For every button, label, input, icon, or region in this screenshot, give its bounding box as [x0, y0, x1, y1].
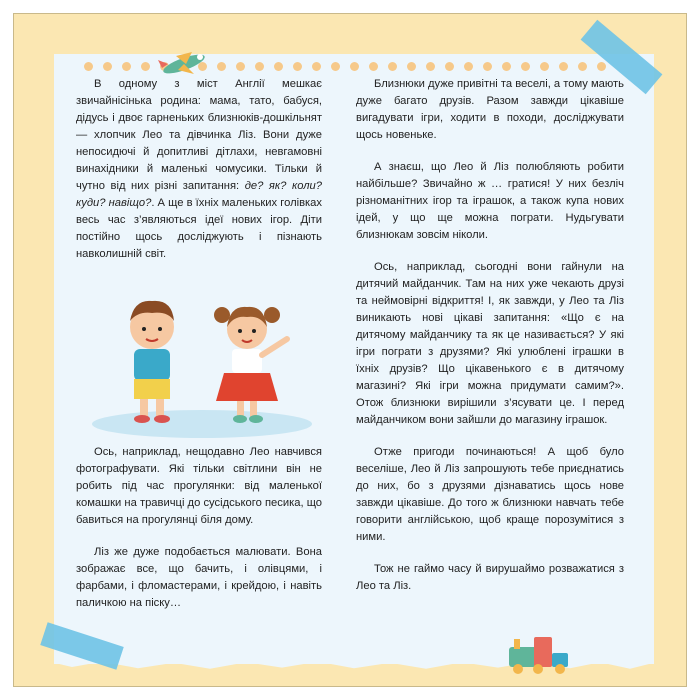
left-paragraph-3: Ліз же дуже подобається малювати. Вона зображає все, що бачить, і олівцями, і фарбами, і фломастерами, і крейдою, і навіть паличкою на піску…: [76, 546, 322, 609]
right-column: [356, 76, 624, 610]
binder-hole: [407, 62, 416, 71]
right-paragraph-1: Близнюки дуже привітні та веселі, а тому мають дуже багато друзів. Разом завжди цікавіше вигадувати ігри, ходити в походи, досліджувати щось новеньке.: [356, 78, 624, 141]
twins-illustration: [82, 289, 322, 439]
binder-hole: [122, 62, 131, 71]
binder-hole: [103, 62, 112, 71]
toy-train-icon: [504, 629, 574, 679]
right-paragraph-4: Отже пригоди починаються! А щоб було веселіше, Лео й Ліз запрошують тебе приєднатись до них, бо з друзями дізнаватись щось нове завжди цікавіше. До того ж близнюки навчать тебе говорити англійською, щоб краще порозумітися з ними.: [356, 446, 624, 543]
text-span: . А ще в їхніх маленьких голівках весь час з’являються ідеї нових ігор. Діти постійно щось досліджують і пізнають навколишній світ.: [76, 197, 323, 260]
binder-hole: [141, 62, 150, 71]
binder-hole: [483, 62, 492, 71]
right-paragraph-5: Тож не гаймо часу й вирушаймо розважатися з Лео та Ліз.: [356, 563, 624, 592]
binder-hole: [578, 62, 587, 71]
right-paragraph-3: Ось, наприклад, сьогодні вони гайнули на дитячий майданчик. Там на них уже чекають друзі та неймовірні відкриття! І, як завжди, у Лео та Ліз виникають нові цікаві запитання: «Що є на дитячому майданчику та як це називається? У які ігри пограти з друзями? Які улюблені іграшки в їхніх друзів? Що цікавенького є в дитячому магазині? Які ігри можна придумати самим?». Отож близнюки вирішили з’ясувати це. І перед майданчиком вони зайшли до магазину іграшок.: [356, 261, 624, 426]
binder-hole: [426, 62, 435, 71]
binder-hole: [445, 62, 454, 71]
binder-hole: [388, 62, 397, 71]
binder-hole: [217, 62, 226, 71]
right-paragraph-2: А знаєш, що Лео й Ліз полюбляють робити найбільше? Звичайно ж … гратися! У них безліч різноманітних ігор та іграшок, а також купа нових ідей, у що ще можна пограти. Нудьгувати близнюкам зовсім ніколи.: [356, 161, 624, 241]
binder-hole: [597, 62, 606, 71]
binder-hole: [84, 62, 93, 71]
binder-hole: [502, 62, 511, 71]
left-column-lower: [76, 444, 322, 627]
left-paragraph-1: [76, 76, 322, 263]
binder-hole: [274, 62, 283, 71]
binder-hole: [540, 62, 549, 71]
binder-hole: [331, 62, 340, 71]
binder-hole: [559, 62, 568, 71]
binder-hole: [312, 62, 321, 71]
binder-hole: [521, 62, 530, 71]
binder-hole: [236, 62, 245, 71]
left-paragraph-2: Ось, наприклад, нещодавно Лео навчився фотографувати. Які тільки світлини він не робить під час прогулянки: від маленької комашки на травичці до сусідського песика, що бавиться на прогулянці біля дому.: [76, 446, 322, 526]
left-column: [76, 76, 322, 278]
binder-hole: [255, 62, 264, 71]
italic-questions: де? як? коли? куди? навіщо?: [76, 180, 322, 209]
text-span: В одному з міст Англії мешкає звичайнісінька родина: мама, тато, бабуся, дідусь і двоє гарненьких близнюків-дошкільнят — хлопчик Лео та дівчинка Ліз. Вони дуже непосидючі й допитливі дітлахи, невгамовні винахідники й маленькі чомусики. Тільки й чутно від них різні запитання:: [76, 78, 322, 192]
binder-hole: [293, 62, 302, 71]
binder-hole: [350, 62, 359, 71]
binder-hole: [369, 62, 378, 71]
page-frame: [13, 13, 687, 687]
binder-hole: [464, 62, 473, 71]
